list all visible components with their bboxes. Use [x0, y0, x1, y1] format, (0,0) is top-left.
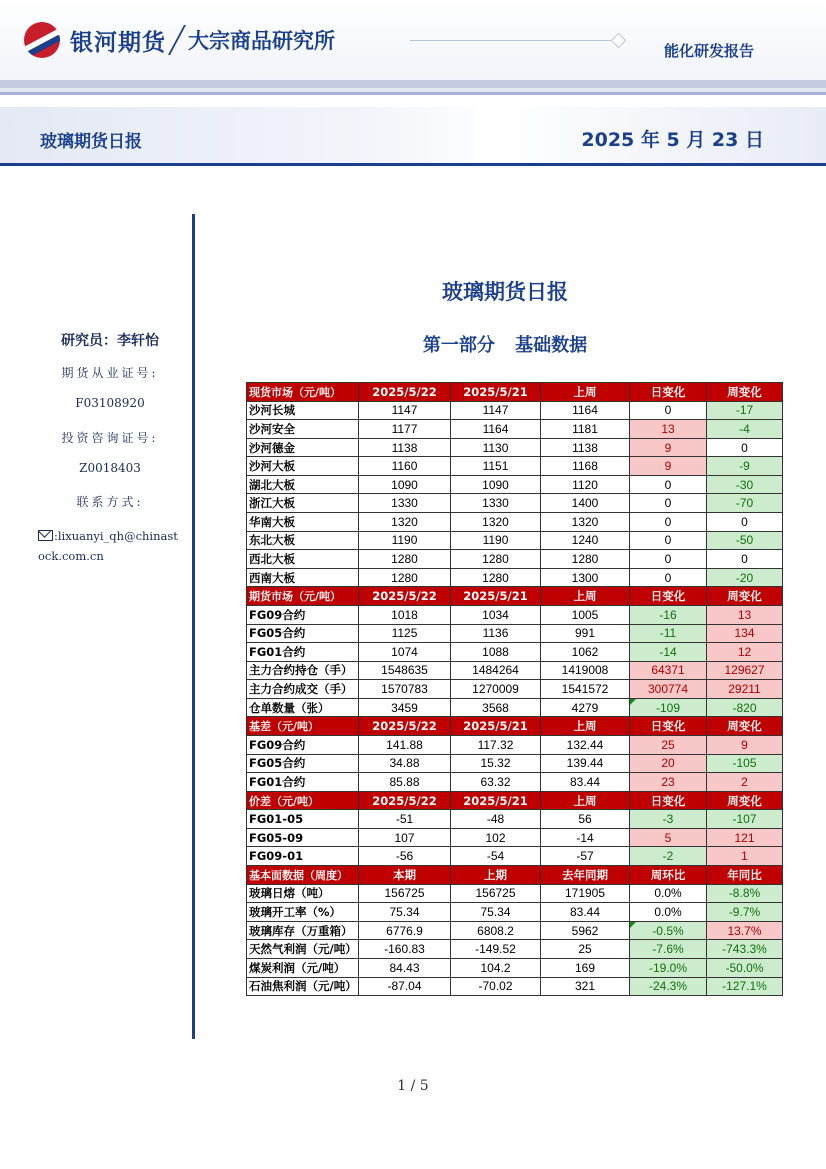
table-row — [247, 828, 783, 847]
column-header: 2025/5/22 — [359, 717, 451, 736]
value-cell: 1419008 — [541, 661, 630, 680]
value-cell: 1164 — [451, 420, 541, 439]
value-cell: 1541572 — [541, 680, 630, 699]
value-cell: 1270009 — [451, 680, 541, 699]
value-cell: 1330 — [359, 494, 451, 513]
row-label: FG01合约 — [247, 643, 359, 662]
value-cell: 1147 — [359, 401, 451, 420]
table-row — [247, 921, 783, 940]
change-cell: 2 — [707, 773, 783, 792]
row-label: 天然气利润（元/吨） — [247, 940, 359, 959]
section-label: 基差（元/吨） — [247, 717, 359, 736]
value-cell: 1177 — [359, 420, 451, 439]
column-header: 2025/5/21 — [451, 383, 541, 402]
value-cell: 34.88 — [359, 754, 451, 773]
change-cell: -107 — [707, 810, 783, 829]
sidebar-divider — [192, 214, 195, 1039]
table-row — [247, 810, 783, 829]
value-cell: 6776.9 — [359, 921, 451, 940]
value-cell: -14 — [541, 828, 630, 847]
change-cell: 1 — [707, 847, 783, 866]
value-cell: 1280 — [359, 568, 451, 587]
value-cell: 1090 — [359, 475, 451, 494]
column-header: 周变化 — [707, 717, 783, 736]
change-cell: -105 — [707, 754, 783, 773]
row-label: 沙河大板 — [247, 457, 359, 476]
change-cell: -127.1% — [707, 977, 783, 996]
value-cell: 139.44 — [541, 754, 630, 773]
value-cell: 1125 — [359, 624, 451, 643]
column-header: 上期 — [451, 866, 541, 885]
table-row — [247, 550, 783, 569]
value-cell: 1280 — [451, 568, 541, 587]
column-header: 日变化 — [630, 383, 707, 402]
row-label: 玻璃库存（万重箱） — [247, 921, 359, 940]
report-type: 能化研发报告 — [663, 42, 754, 60]
row-label: 玻璃日熔（吨） — [247, 884, 359, 903]
value-cell: 1090 — [451, 475, 541, 494]
report-title: 玻璃期货日报 — [40, 132, 142, 152]
value-cell: -160.83 — [359, 940, 451, 959]
row-label: 湖北大板 — [247, 475, 359, 494]
value-cell: 1130 — [451, 438, 541, 457]
contact-email[interactable]: :lixuanyi_qh@chinastock.com.cn — [38, 529, 178, 563]
row-label: 沙河安全 — [247, 420, 359, 439]
value-cell: -149.52 — [451, 940, 541, 959]
table-row — [247, 420, 783, 439]
section-label: 现货市场（元/吨） — [247, 383, 359, 402]
change-cell: 29211 — [707, 680, 783, 699]
column-header: 上周 — [541, 791, 630, 810]
value-cell: 4279 — [541, 698, 630, 717]
section-title: 第一部分 基础数据 — [422, 335, 588, 356]
email-address[interactable]: lixuanyi_qh@chinastock.com.cn — [38, 529, 178, 563]
change-cell: 0 — [707, 438, 783, 457]
table-row — [247, 475, 783, 494]
value-cell: 107 — [359, 828, 451, 847]
value-cell: 169 — [541, 958, 630, 977]
value-cell: 1320 — [359, 513, 451, 532]
column-header: 周变化 — [707, 791, 783, 810]
table-row — [247, 401, 783, 420]
table-row — [247, 661, 783, 680]
report-date: 2025 年 5 月 23 日 — [581, 129, 764, 151]
value-cell: 1160 — [359, 457, 451, 476]
value-cell: 1320 — [451, 513, 541, 532]
row-label: 华南大板 — [247, 513, 359, 532]
value-cell: 85.88 — [359, 773, 451, 792]
change-cell: 0 — [630, 513, 707, 532]
change-cell: 23 — [630, 773, 707, 792]
value-cell: 1120 — [541, 475, 630, 494]
row-label: FG05-09 — [247, 828, 359, 847]
value-cell: 1300 — [541, 568, 630, 587]
row-label: FG09合约 — [247, 735, 359, 754]
consult-label: 投资咨询证号: — [61, 431, 159, 445]
change-cell: -19.0% — [630, 958, 707, 977]
change-cell: -4 — [707, 420, 783, 439]
value-cell: -57 — [541, 847, 630, 866]
header-stripe — [0, 80, 826, 88]
change-cell: 0 — [707, 513, 783, 532]
table-row — [247, 940, 783, 959]
row-label: 西北大板 — [247, 550, 359, 569]
change-cell: 0.0% — [630, 884, 707, 903]
value-cell: 1548635 — [359, 661, 451, 680]
table-row — [247, 605, 783, 624]
galaxy-logo-icon — [24, 22, 60, 58]
column-header: 上周 — [541, 717, 630, 736]
change-cell: 5 — [630, 828, 707, 847]
table-row — [247, 754, 783, 773]
row-label: 沙河长城 — [247, 401, 359, 420]
company-name: 银河期货 — [70, 29, 166, 56]
change-cell: -109 — [630, 698, 707, 717]
header-stripe — [0, 92, 826, 95]
value-cell: 56 — [541, 810, 630, 829]
value-cell: 1190 — [451, 531, 541, 550]
change-cell: -14 — [630, 643, 707, 662]
change-cell: 13 — [630, 420, 707, 439]
table-row — [247, 568, 783, 587]
change-cell: 0.0% — [630, 903, 707, 922]
change-cell: 0 — [630, 494, 707, 513]
contact-label: 联系方式: — [76, 495, 144, 509]
table-row — [247, 643, 783, 662]
row-label: 西南大板 — [247, 568, 359, 587]
table-body — [247, 383, 783, 996]
column-header: 2025/5/22 — [359, 791, 451, 810]
column-header: 日变化 — [630, 587, 707, 606]
table-row — [247, 903, 783, 922]
value-cell: -51 — [359, 810, 451, 829]
table-row — [247, 884, 783, 903]
section-header-row — [247, 587, 783, 606]
column-header: 2025/5/22 — [359, 587, 451, 606]
logo-divider — [168, 25, 186, 55]
change-cell: 13.7% — [707, 921, 783, 940]
change-cell: 0 — [707, 550, 783, 569]
table-row — [247, 494, 783, 513]
value-cell: 3568 — [451, 698, 541, 717]
change-cell: 12 — [707, 643, 783, 662]
value-cell: 1168 — [541, 457, 630, 476]
change-cell: 9 — [630, 438, 707, 457]
value-cell: 1570783 — [359, 680, 451, 699]
section-label: 期货市场（元/吨） — [247, 587, 359, 606]
section-label: 价差（元/吨） — [247, 791, 359, 810]
change-cell: 121 — [707, 828, 783, 847]
value-cell: 1240 — [541, 531, 630, 550]
change-cell: -9.7% — [707, 903, 783, 922]
section-header-row — [247, 383, 783, 402]
row-label: FG05合约 — [247, 624, 359, 643]
value-cell: 1074 — [359, 643, 451, 662]
table-row — [247, 513, 783, 532]
row-label: 主力合约持仓（手） — [247, 661, 359, 680]
license-label: 期货从业证号: — [61, 366, 159, 380]
change-cell: 13 — [707, 605, 783, 624]
change-cell: 0 — [630, 568, 707, 587]
value-cell: 1034 — [451, 605, 541, 624]
value-cell: 1147 — [451, 401, 541, 420]
value-cell: 15.32 — [451, 754, 541, 773]
change-cell: 0 — [630, 550, 707, 569]
researcher-name: 研究员：李轩怡 — [61, 333, 159, 349]
header-decor-line — [410, 40, 615, 41]
value-cell: 1088 — [451, 643, 541, 662]
row-label: 沙河德金 — [247, 438, 359, 457]
change-cell: -2 — [630, 847, 707, 866]
value-cell: -87.04 — [359, 977, 451, 996]
column-header: 日变化 — [630, 717, 707, 736]
table-row — [247, 438, 783, 457]
basic-data-table — [246, 382, 783, 996]
value-cell: 3459 — [359, 698, 451, 717]
value-cell: 102 — [451, 828, 541, 847]
value-cell: 75.34 — [359, 903, 451, 922]
value-cell: 6808.2 — [451, 921, 541, 940]
change-cell: 0 — [630, 531, 707, 550]
change-cell: -11 — [630, 624, 707, 643]
value-cell: 25 — [541, 940, 630, 959]
table-row — [247, 735, 783, 754]
value-cell: -48 — [451, 810, 541, 829]
change-cell: -8.8% — [707, 884, 783, 903]
envelope-icon — [38, 530, 53, 541]
value-cell: 75.34 — [451, 903, 541, 922]
table-row — [247, 698, 783, 717]
change-cell: 64371 — [630, 661, 707, 680]
change-cell: 129627 — [707, 661, 783, 680]
row-label: FG01-05 — [247, 810, 359, 829]
change-cell: 0 — [630, 401, 707, 420]
column-header: 去年同期 — [541, 866, 630, 885]
row-label: 玻璃开工率（%） — [247, 903, 359, 922]
change-cell: -820 — [707, 698, 783, 717]
value-cell: -56 — [359, 847, 451, 866]
column-header: 2025/5/21 — [451, 587, 541, 606]
value-cell: 5962 — [541, 921, 630, 940]
row-label: 主力合约成交（手） — [247, 680, 359, 699]
value-cell: 1005 — [541, 605, 630, 624]
section-label: 基本面数据（周度） — [247, 866, 359, 885]
table-row — [247, 457, 783, 476]
value-cell: 1330 — [451, 494, 541, 513]
change-cell: -20 — [707, 568, 783, 587]
column-header: 本期 — [359, 866, 451, 885]
column-header: 2025/5/21 — [451, 791, 541, 810]
row-label: 仓单数量（张） — [247, 698, 359, 717]
value-cell: 141.88 — [359, 735, 451, 754]
change-cell: -7.6% — [630, 940, 707, 959]
section-header-row — [247, 791, 783, 810]
table-row — [247, 847, 783, 866]
value-cell: -54 — [451, 847, 541, 866]
column-header: 上周 — [541, 587, 630, 606]
value-cell: 1484264 — [451, 661, 541, 680]
value-cell: 1190 — [359, 531, 451, 550]
page-number: 1 / 5 — [397, 1078, 429, 1094]
change-cell: -17 — [707, 401, 783, 420]
table-row — [247, 624, 783, 643]
value-cell: 1181 — [541, 420, 630, 439]
change-cell: 20 — [630, 754, 707, 773]
column-header: 2025/5/22 — [359, 383, 451, 402]
column-header: 周变化 — [707, 383, 783, 402]
title-band-underline — [0, 163, 826, 166]
consult-number: Z0018403 — [79, 461, 141, 475]
change-cell: -70 — [707, 494, 783, 513]
value-cell: 83.44 — [541, 903, 630, 922]
value-cell: 1062 — [541, 643, 630, 662]
change-cell: -9 — [707, 457, 783, 476]
column-header: 上周 — [541, 383, 630, 402]
value-cell: 1018 — [359, 605, 451, 624]
row-label: 东北大板 — [247, 531, 359, 550]
table-row — [247, 680, 783, 699]
value-cell: 1151 — [451, 457, 541, 476]
table-row — [247, 977, 783, 996]
change-cell: -50.0% — [707, 958, 783, 977]
row-label: 石油焦利润（元/吨） — [247, 977, 359, 996]
value-cell: 132.44 — [541, 735, 630, 754]
value-cell: 1280 — [359, 550, 451, 569]
change-cell: -3 — [630, 810, 707, 829]
change-cell: 300774 — [630, 680, 707, 699]
change-cell: 25 — [630, 735, 707, 754]
row-label: FG09合约 — [247, 605, 359, 624]
value-cell: 1320 — [541, 513, 630, 532]
row-label: 煤炭利润（元/吨） — [247, 958, 359, 977]
column-header: 日变化 — [630, 791, 707, 810]
section-header-row — [247, 866, 783, 885]
change-cell: -743.3% — [707, 940, 783, 959]
value-cell: 1138 — [541, 438, 630, 457]
value-cell: 171905 — [541, 884, 630, 903]
row-label: 浙江大板 — [247, 494, 359, 513]
company-logo — [24, 20, 335, 60]
change-cell: -30 — [707, 475, 783, 494]
row-label: FG01合约 — [247, 773, 359, 792]
section-header-row — [247, 717, 783, 736]
value-cell: 63.32 — [451, 773, 541, 792]
value-cell: 1280 — [541, 550, 630, 569]
main-title: 玻璃期货日报 — [442, 280, 568, 304]
column-header: 周变化 — [707, 587, 783, 606]
change-cell: -0.5% — [630, 921, 707, 940]
change-cell: 9 — [630, 457, 707, 476]
row-label: FG09-01 — [247, 847, 359, 866]
value-cell: 117.32 — [451, 735, 541, 754]
value-cell: 156725 — [359, 884, 451, 903]
table-row — [247, 531, 783, 550]
table-row — [247, 773, 783, 792]
value-cell: 1136 — [451, 624, 541, 643]
value-cell: 104.2 — [451, 958, 541, 977]
institute-name: 大宗商品研究所 — [188, 29, 335, 53]
value-cell: 991 — [541, 624, 630, 643]
value-cell: 1280 — [451, 550, 541, 569]
change-cell: 134 — [707, 624, 783, 643]
table-row — [247, 958, 783, 977]
value-cell: 1400 — [541, 494, 630, 513]
column-header: 年同比 — [707, 866, 783, 885]
change-cell: 0 — [630, 475, 707, 494]
column-header: 2025/5/21 — [451, 717, 541, 736]
value-cell: -70.02 — [451, 977, 541, 996]
change-cell: -16 — [630, 605, 707, 624]
value-cell: 84.43 — [359, 958, 451, 977]
value-cell: 1138 — [359, 438, 451, 457]
change-cell: -50 — [707, 531, 783, 550]
change-cell: -24.3% — [630, 977, 707, 996]
value-cell: 1164 — [541, 401, 630, 420]
value-cell: 83.44 — [541, 773, 630, 792]
value-cell: 321 — [541, 977, 630, 996]
change-cell: 9 — [707, 735, 783, 754]
column-header: 周环比 — [630, 866, 707, 885]
license-number: F03108920 — [75, 396, 145, 410]
value-cell: 156725 — [451, 884, 541, 903]
row-label: FG05合约 — [247, 754, 359, 773]
